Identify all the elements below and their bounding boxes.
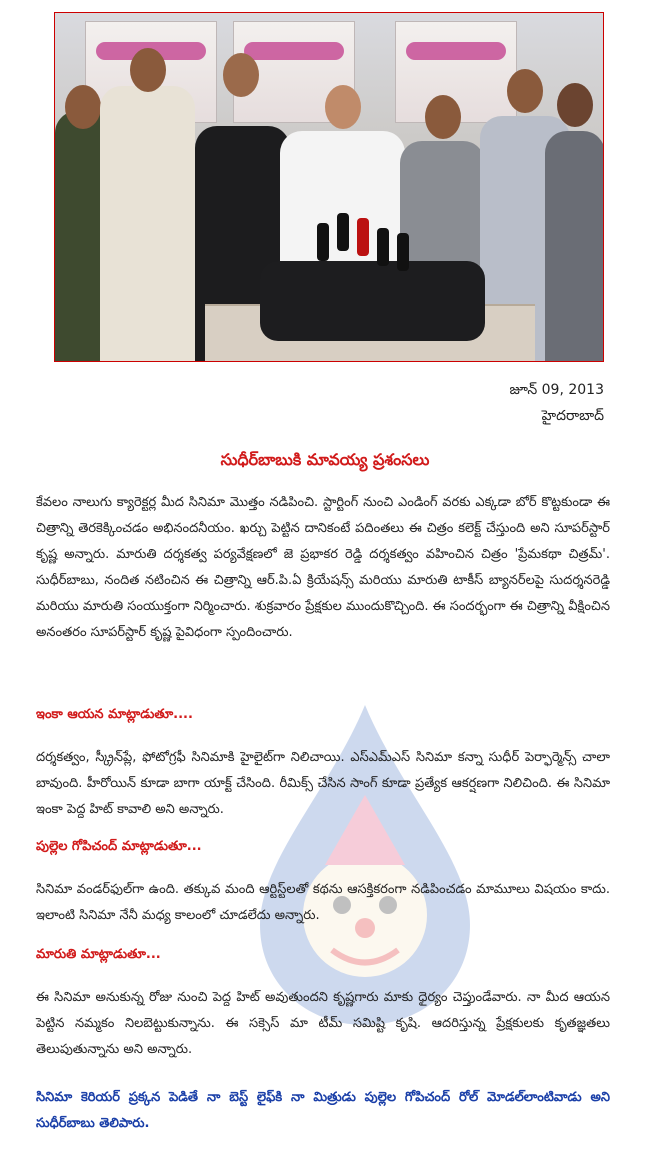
article-title: సుధీర్‌బాబుకి మావయ్య ప్రశంసలు: [220, 450, 430, 469]
person-figure: [545, 131, 604, 361]
microphone-icon: [317, 223, 329, 261]
bag: [260, 261, 485, 341]
paragraph-krishna: దర్శకత్వం, స్క్రీన్‌ప్లే, ఫోటోగ్రఫీ సినిమాకి హైలైట్‌గా నిలిచాయి. ఎస్ఎమ్ఎస్ సినిమా కన్నా సుధీర్ పెర్ఫార్మెన్స్ చాలా బావుంది. హీరోయిన్ కూడా బాగా యాక్ట్ చేసింది. రీమిక్స్ చేసిన సాంగ్ కూడా ప్రత్యేక ఆకర్షణగా నిలిచింది. ఈ సినిమా ఇంకా పెద్ద హిట్ కావాలి అని అన్నారు.: [36, 750, 610, 817]
subheading-maruthi: మారుతి మాట్లాడుతూ...: [36, 947, 161, 962]
subheading-gopichand: పుల్లెల గోపిచంద్ మాట్లాడుతూ...: [36, 839, 202, 854]
article-date: జూన్ 09, 2013: [509, 382, 604, 398]
closing-statement: సినిమా కెరియర్ ప్రక్కన పెడితే నా బెస్ట్ లైఫ్‌కి నా మిత్రుడు పుల్లెల గోపిచంద్ రోల్ మోడల్‌లాంటివాడు అని సుధీర్‌బాబు తెలిపారు.: [36, 1090, 610, 1131]
article-location: హైదరాబాద్: [541, 408, 604, 424]
microphone-icon: [357, 218, 369, 256]
article-intro: కేవలం నాలుగు క్యారెక్టర్ల మీద సినిమా మొత్తం నడిపించి. స్టార్టింగ్ నుంచి ఎండింగ్ వరకు ఎక్కడా బోర్ కొట్టకుండా ఈ చిత్రాన్ని తెరకెక్కించడం అభినందనీయం. ఖర్చు పెట్టిన దానికంటే పదింతలు ఈ చిత్రం కలెక్ట్ చేస్తుంది అని సూపర్‌స్టార్ కృష్ణ అన్నారు. మారుతి దర్శకత్వ పర్యవేక్షణలో జె ప్రభాకర రెడ్డి దర్శకత్వం వహించిన చిత్రం 'ప్రేమకథా చిత్రమ్'. సుధీర్‌బాబు, నందిత నటించిన ఈ చిత్రాన్ని ఆర్.పి.ఏ క్రియేషన్స్ మరియు మారుతి టాకీస్ బ్యానర్‌లపై సుదర్శనరెడ్డి మరియు మారుతి సంయుక్తంగా నిర్మించారు. శుక్రవారం ప్రేక్షకుల ముందుకొచ్చింది. ఈ సందర్భంగా ఈ చిత్రాన్ని వీక్షించిన అనంతరం సూపర్‌స్టార్ కృష్ణ పైవిధంగా స్పందించారు.: [36, 495, 610, 640]
press-meet-photo: [54, 12, 604, 362]
microphone-icon: [397, 233, 409, 271]
subheading-krishna: ఇంకా ఆయన మాట్లాడుతూ....: [36, 707, 193, 722]
paragraph-maruthi: ఈ సినిమా అనుకున్న రోజు నుంచి పెద్ద హిట్ అవుతుందని కృష్ణగారు మాకు ధైర్యం చెప్తుండేవారు. నా మీద ఆయన పెట్టిన నమ్మకం నిలబెట్టుకున్నాను. ఈ సక్సెస్ మా టీమ్ సమిష్టి కృషి. ఆదరిస్తున్న ప్రేక్షకులకు కృతజ్ఞతలు తెలుపుతున్నాను అని అన్నారు.: [36, 990, 610, 1057]
microphone-icon: [337, 213, 349, 251]
microphone-icon: [377, 228, 389, 266]
paragraph-gopichand: సినిమా వండర్‌ఫుల్‌గా ఉంది. తక్కువ మంది ఆర్టిస్ట్‌లతో కథను ఆసక్తికరంగా నడిపించడం మామూలు విషయం కాదు. ఇలాంటి సినిమా నేనీ మధ్య కాలంలో చూడలేదు అన్నారు.: [36, 882, 610, 923]
person-figure: [100, 86, 195, 361]
